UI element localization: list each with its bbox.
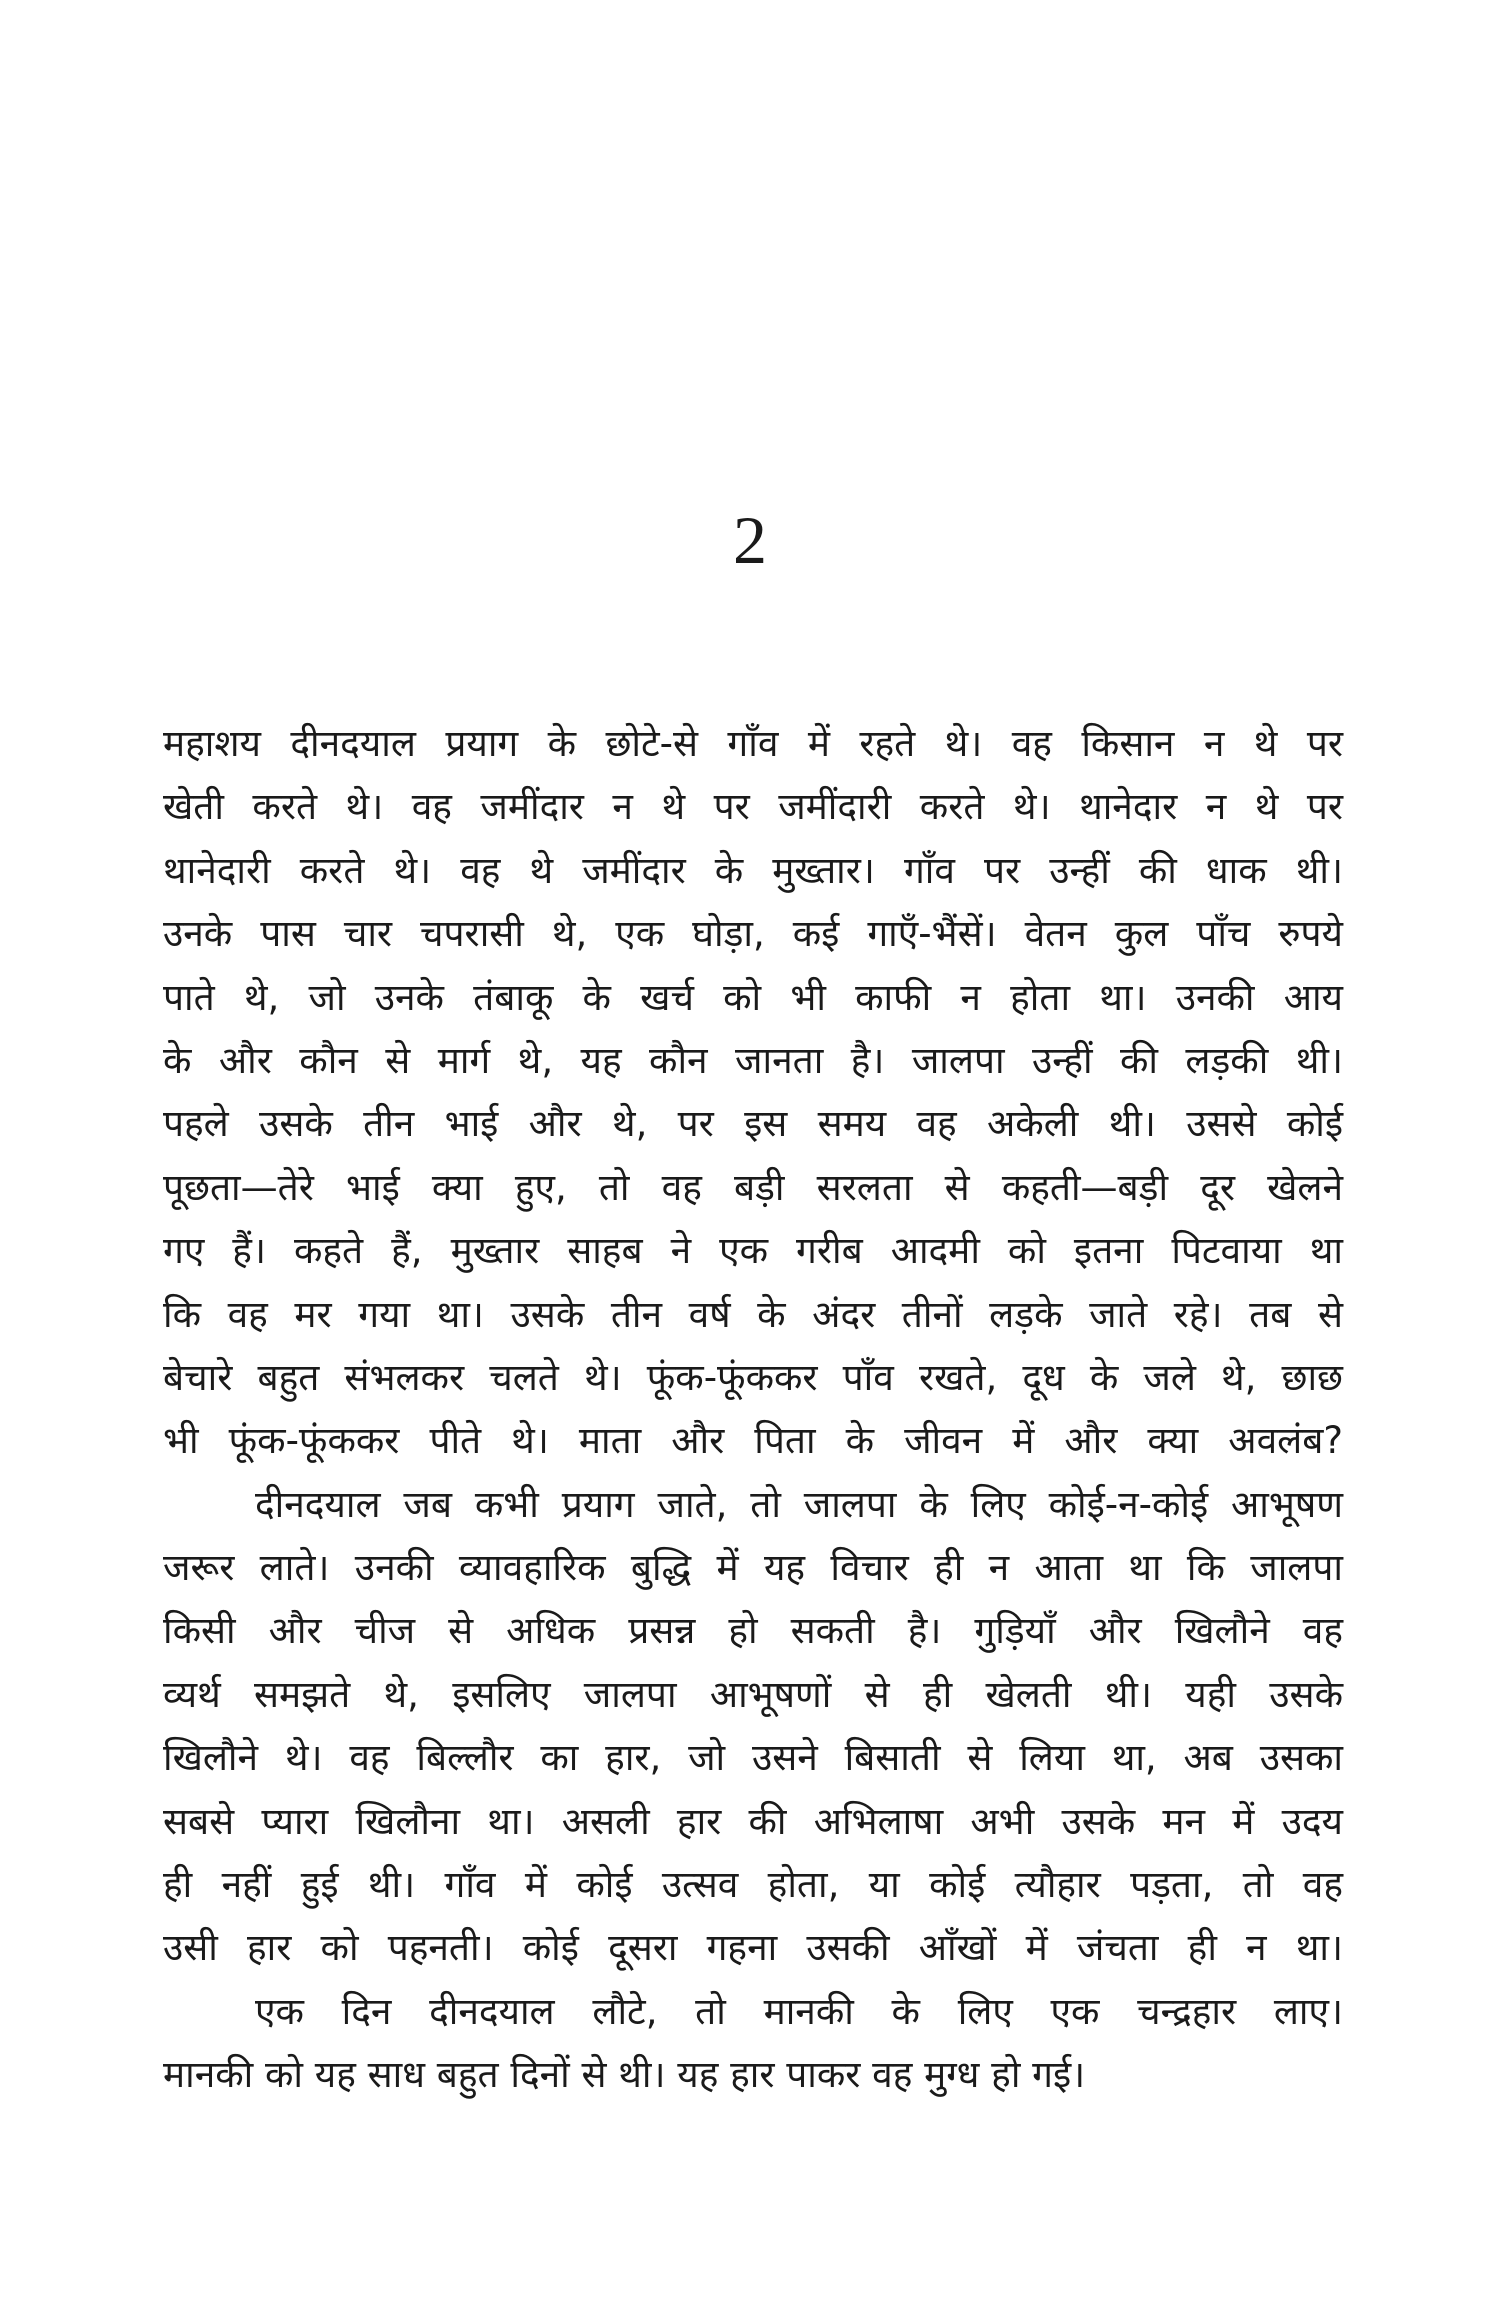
- chapter-number: 2: [733, 502, 767, 578]
- paragraph: [163, 1980, 1343, 2107]
- text-line: महाशय दीनदयाल प्रयाग के छोटे-से गाँव में रहते थे। वह किसान न थे पर: [163, 722, 1343, 765]
- text-line: ही नहीं हुई थी। गाँव में कोई उत्सव होता, या कोई त्यौहार पड़ता, तो वह: [163, 1863, 1343, 1907]
- text-line: दीनदयाल जब कभी प्रयाग जाते, तो जालपा के लिए कोई-न-कोई आभूषण: [255, 1482, 1343, 1526]
- text-line: के और कौन से मार्ग थे, यह कौन जानता है। जालपा उन्हीं की लड़की थी।: [163, 1038, 1343, 1082]
- text-line: थानेदारी करते थे। वह थे जमींदार के मुख्तार। गाँव पर उन्हीं की धाक थी।: [163, 848, 1343, 892]
- text-line: गए हैं। कहते हैं, मुख्तार साहब ने एक गरीब आदमी को इतना पिटवाया था: [163, 1229, 1343, 1273]
- paragraph: [163, 712, 1343, 1473]
- text-line: भी फूंक-फूंककर पीते थे। माता और पिता के जीवन में और क्या अवलंब?: [163, 1419, 1343, 1463]
- text-line: कि वह मर गया था। उसके तीन वर्ष के अंदर तीनों लड़के जाते रहे। तब से: [163, 1292, 1343, 1336]
- text-line: खेती करते थे। वह जमींदार न थे पर जमींदारी करते थे। थानेदार न थे पर: [163, 785, 1343, 829]
- text-line: किसी और चीज से अधिक प्रसन्न हो सकती है। गुड़ियाँ और खिलौने वह: [163, 1609, 1343, 1653]
- text-line: पहले उसके तीन भाई और थे, पर इस समय वह अकेली थी। उससे कोई: [163, 1102, 1343, 1146]
- paragraph: [163, 1473, 1343, 1980]
- text-line: उसी हार को पहनती। कोई दूसरा गहना उसकी आँखों में जंचता ही न था।: [163, 1926, 1343, 1970]
- text-line: खिलौने थे। वह बिल्लौर का हार, जो उसने बिसाती से लिया था, अब उसका: [163, 1736, 1343, 1780]
- text-line: एक दिन दीनदयाल लौटे, तो मानकी के लिए एक चन्द्रहार लाए।: [255, 1989, 1343, 2033]
- chapter-body: [163, 712, 1343, 2107]
- text-line: सबसे प्यारा खिलौना था। असली हार की अभिलाषा अभी उसके मन में उदय: [163, 1799, 1343, 1843]
- text-line: पूछता—तेरे भाई क्या हुए, तो वह बड़ी सरलता से कहती—बड़ी दूर खेलने: [163, 1165, 1343, 1209]
- text-line: पाते थे, जो उनके तंबाकू के खर्च को भी काफी न होता था। उनकी आय: [163, 975, 1343, 1019]
- text-line: जरूर लाते। उनकी व्यावहारिक बुद्धि में यह विचार ही न आता था कि जालपा: [163, 1546, 1343, 1590]
- text-line: उनके पास चार चपरासी थे, एक घोड़ा, कई गाएँ-भैंसें। वेतन कुल पाँच रुपये: [163, 912, 1343, 956]
- text-line: मानकी को यह साध बहुत दिनों से थी। यह हार पाकर वह मुग्ध हो गई।: [163, 2053, 1086, 2097]
- text-line: बेचारे बहुत संभलकर चलते थे। फूंक-फूंककर पाँव रखते, दूध के जले थे, छाछ: [163, 1355, 1343, 1399]
- text-line: व्यर्थ समझते थे, इसलिए जालपा आभूषणों से ही खेलती थी। यही उसके: [163, 1672, 1343, 1716]
